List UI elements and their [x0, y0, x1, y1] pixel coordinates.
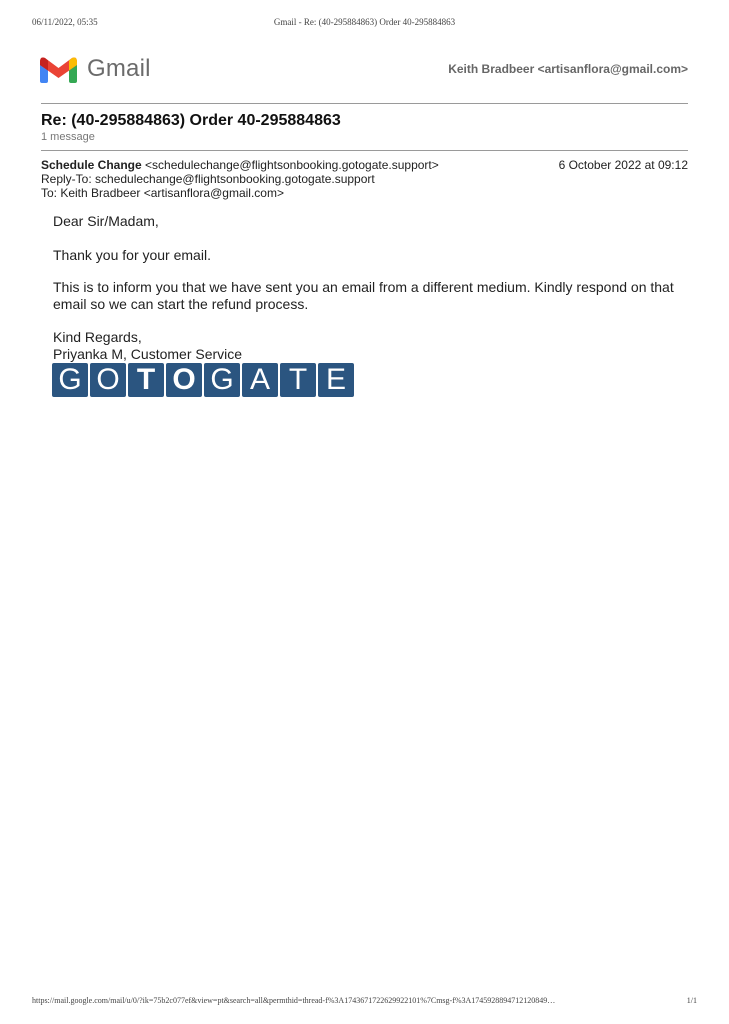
print-title: Gmail - Re: (40-295884863) Order 40-295884863	[273, 17, 456, 27]
sender-line	[41, 158, 439, 172]
message-date: 6 October 2022 at 09:12	[558, 158, 688, 172]
signature-text: Priyanka M, Customer Service	[53, 346, 243, 362]
paragraph-text: This is to inform you that we have sent you an email from a different medium. Kindly respond on that email so we can start the refund process.	[53, 279, 674, 312]
sender-email: <schedulechange@flightsonbooking.gotogate.support>	[145, 158, 439, 172]
body-greeting	[53, 213, 683, 230]
body-paragraph-2	[53, 279, 683, 313]
logo-letter: T	[128, 363, 164, 397]
sender-name: Schedule Change	[41, 158, 142, 172]
logo-letter: O	[90, 363, 126, 397]
greeting-text: Dear Sir/Madam,	[53, 213, 159, 229]
page-number: 1/1	[686, 996, 697, 1005]
subject-divider	[41, 150, 688, 151]
logo-letter: T	[280, 363, 316, 397]
message-count: 1 message	[41, 131, 95, 143]
print-datetime: 06/11/2022, 05:35	[32, 17, 98, 27]
paragraph-text: Thank you for your email.	[53, 247, 211, 263]
gmail-wordmark: Gmail	[87, 55, 151, 82]
to-line: To: Keith Bradbeer <artisanflora@gmail.com>	[41, 186, 284, 200]
gotogate-logo	[52, 363, 354, 397]
body-paragraph-1	[53, 247, 683, 264]
closing-text: Kind Regards,	[53, 329, 142, 345]
reply-to-line: Reply-To: schedulechange@flightsonbooking.gotogate.support	[41, 172, 375, 186]
account-label: Keith Bradbeer <artisanflora@gmail.com>	[448, 62, 688, 76]
logo-letter: G	[204, 363, 240, 397]
header-divider	[41, 103, 688, 104]
gmail-logo	[40, 54, 151, 84]
body-signature	[53, 329, 683, 363]
logo-letter: A	[242, 363, 278, 397]
logo-letter: O	[166, 363, 202, 397]
logo-letter: E	[318, 363, 354, 397]
print-url: https://mail.google.com/mail/u/0/?ik=75b2c077ef&view=pt&search=all&permthid=thread-f%3A1743671722629922101%7Cmsg-f%3A1745928894712120849…	[32, 996, 556, 1005]
thread-subject: Re: (40-295884863) Order 40-295884863	[41, 112, 341, 129]
logo-letter: G	[52, 363, 88, 397]
gmail-m-icon	[40, 55, 77, 83]
